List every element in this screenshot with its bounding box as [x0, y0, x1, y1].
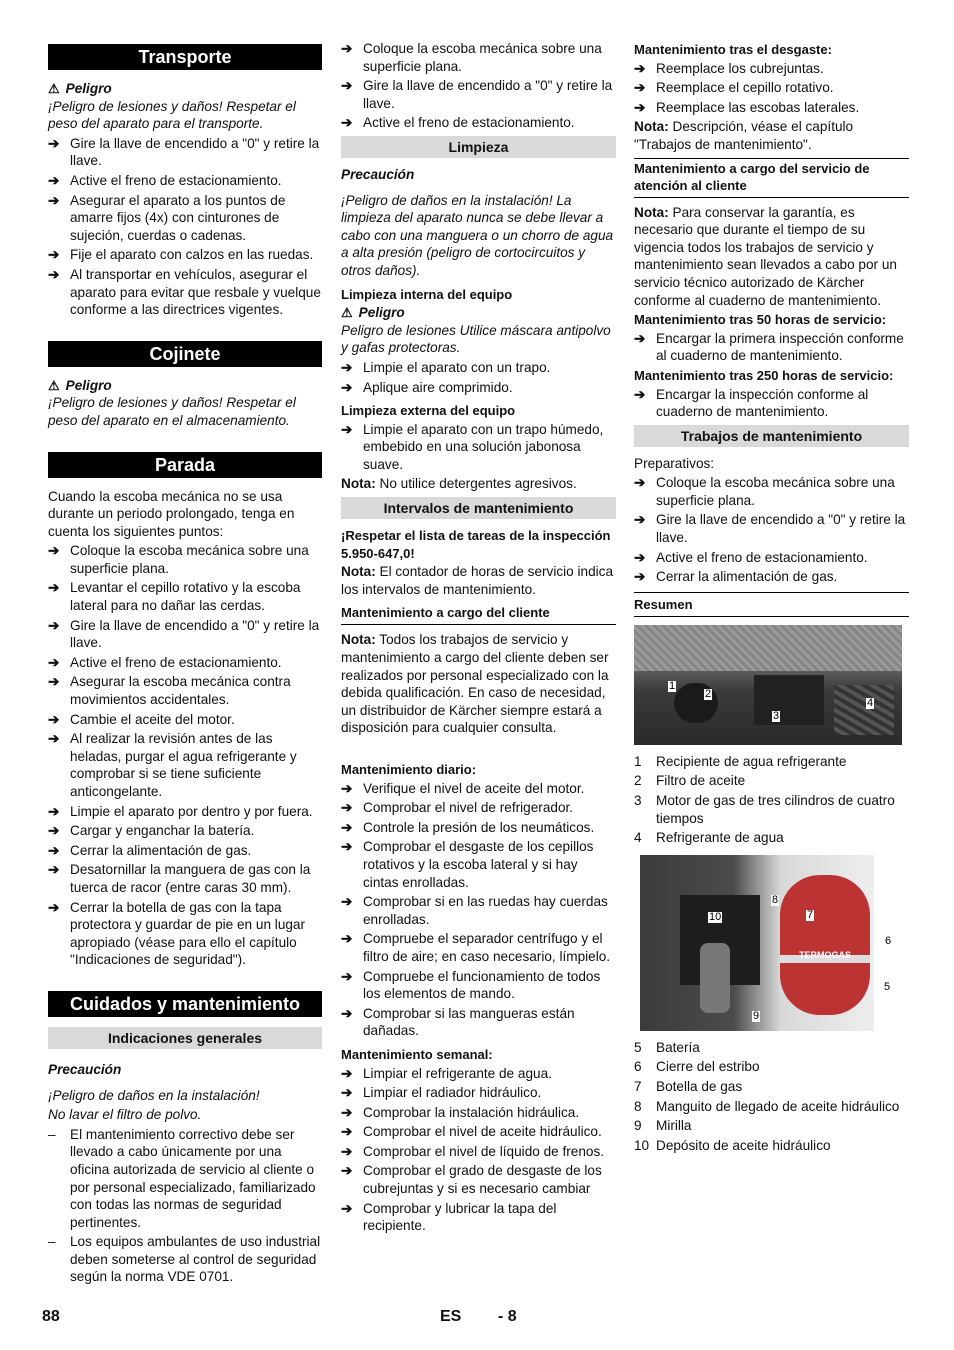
note: Nota: Todos los trabajos de servicio y mantenimiento a cargo del cliente deben ser realizados por personal especializado con la debida qualificación. En caso de necesidad, un distribuidor de Kärcher siempre estará a disposición para cualquier consulta. [341, 632, 609, 736]
subsection-title: Trabajos de mantenimiento [634, 425, 909, 447]
callout-1: 1 [669, 679, 676, 692]
step-text: Comprobar y lubricar la tapa del recipiente. [363, 1200, 557, 1234]
caution-heading: Precaución [341, 166, 415, 182]
legend-text: Filtro de aceite [656, 773, 746, 789]
legend-number: 9 [634, 1118, 642, 1134]
arrow-right-icon: ➔ [48, 192, 60, 208]
callout-4: 4 [867, 696, 874, 709]
heading: Mantenimiento a cargo del cliente [341, 604, 616, 625]
dash-item [48, 1126, 322, 1232]
step-text: Coloque la escoba mecánica sobre una superficie plana. [363, 41, 602, 74]
step-item [341, 379, 616, 397]
step-text: Cerrar la alimentación de gas. [656, 569, 838, 585]
step-text: Verifique el nivel de aceite del motor. [363, 780, 585, 796]
legend-text: Depósito de aceite hidráulico [656, 1137, 831, 1153]
legend-item [634, 753, 909, 771]
step-item [634, 386, 909, 421]
arrow-right-icon: ➔ [634, 386, 646, 402]
step-text: Comprobar el nivel de líquido de frenos. [363, 1143, 605, 1159]
step-text: Encargar la inspección conforme al cuaderno de mantenimiento. [656, 386, 869, 420]
arrow-right-icon: ➔ [341, 839, 353, 855]
warning-heading: ⚠ Peligro [341, 305, 405, 321]
step-item [48, 711, 322, 729]
callout-8: 8 [772, 893, 779, 906]
legend-list [634, 753, 909, 847]
step-item [634, 568, 909, 586]
arrow-right-icon: ➔ [48, 135, 60, 151]
step-text: Cambie el aceite del motor. [70, 711, 235, 727]
step-item [48, 266, 322, 319]
arrow-right-icon: ➔ [341, 41, 353, 56]
legend-number: 3 [634, 793, 642, 809]
warning-triangle-icon: ⚠ [48, 377, 60, 393]
warning-triangle-icon: ⚠ [341, 305, 353, 321]
step-item [48, 617, 322, 652]
callout-2: 2 [705, 687, 712, 700]
legend-number: 7 [634, 1079, 642, 1094]
legend-number: 8 [634, 1098, 642, 1114]
legend-text: Refrigerante de agua [656, 830, 784, 846]
step-item [634, 79, 909, 97]
step-item [634, 99, 909, 117]
step-list [341, 780, 616, 1040]
step-text: Gire la llave de encendido a "0" y retire la llave. [70, 617, 320, 651]
step-item [341, 421, 616, 474]
page-number: 88 [42, 1308, 60, 1325]
arrow-right-icon: ➔ [341, 1124, 353, 1140]
step-item [634, 511, 909, 546]
step-item [48, 842, 322, 860]
legend-item [634, 1039, 909, 1057]
gas-bottle-photo-frame [634, 855, 909, 1031]
arrow-right-icon: ➔ [48, 543, 60, 559]
note: Nota: No utilice detergentes agresivos. [341, 476, 577, 492]
arrow-right-icon: ➔ [341, 1005, 353, 1021]
step-item [341, 799, 616, 817]
warning-text: ¡Peligro de lesiones y daños! Respetar el peso del aparato para el transporte. [48, 98, 296, 132]
step-text: Limpie el aparato con un trapo húmedo, embebido en una solución jabonosa suave. [363, 421, 604, 472]
step-item [341, 893, 616, 928]
callout-7: 7 [807, 908, 814, 921]
step-list [634, 386, 909, 421]
legend-text: Cierre del estribo [656, 1059, 760, 1075]
step-item [48, 654, 322, 672]
heading: Mantenimiento tras 50 horas de servicio: [634, 312, 887, 328]
arrow-right-icon: ➔ [48, 654, 60, 670]
arrow-right-icon: ➔ [48, 842, 60, 858]
warning-heading: ⚠ Peligro [48, 377, 112, 393]
step-item [48, 899, 322, 969]
arrow-right-icon: ➔ [634, 80, 646, 96]
warning-heading: ⚠ Peligro [48, 81, 112, 96]
column-right [634, 40, 909, 1156]
arrow-right-icon: ➔ [341, 894, 353, 910]
callout-10: 10 [709, 910, 722, 923]
step-text: Compruebe el funcionamiento de todos los elementos de mando. [363, 968, 601, 1002]
arrow-right-icon: ➔ [341, 931, 353, 947]
step-list [341, 1065, 616, 1235]
arrow-right-icon: ➔ [48, 899, 60, 915]
step-list [341, 359, 616, 396]
arrow-right-icon: ➔ [341, 379, 353, 395]
arrow-right-icon: ➔ [341, 780, 353, 796]
caution-text: ¡Peligro de daños en la instalación! [48, 1087, 260, 1103]
legend-item [634, 1117, 909, 1135]
step-text: Fije el aparato con calzos en las ruedas. [70, 247, 314, 263]
column-middle [341, 40, 616, 1237]
dash-bullet: – [48, 1126, 56, 1142]
legend-list [634, 1039, 909, 1155]
step-text: Encargar la primera inspección conforme al cuaderno de mantenimiento. [656, 330, 904, 364]
bold-notice: ¡Respetar el lista de tareas de la inspección 5.950-647,0! [341, 528, 611, 561]
arrow-right-icon: ➔ [341, 1085, 353, 1101]
step-text: Comprobar la instalación hidráulica. [363, 1104, 580, 1120]
step-text: Al realizar la revisión antes de las heladas, purgar el agua refrigerante y comprobar si se tiene suficiente anticongelante. [70, 731, 297, 799]
arrow-right-icon: ➔ [341, 1104, 353, 1120]
step-item [341, 1065, 616, 1083]
warning-triangle-icon: ⚠ [48, 81, 60, 96]
arrow-right-icon: ➔ [634, 330, 646, 346]
step-item [341, 40, 616, 75]
step-item [341, 359, 616, 377]
step-text: Comprobar el desgaste de los cepillos rotativos y la escoba lateral y si hay cintas enrolladas. [363, 839, 594, 890]
step-item [48, 246, 322, 264]
step-item [341, 838, 616, 891]
arrow-right-icon: ➔ [341, 1163, 353, 1179]
arrow-right-icon: ➔ [341, 819, 353, 835]
legend-number: 1 [634, 753, 642, 769]
arrow-right-icon: ➔ [341, 78, 353, 94]
note: Nota: El contador de horas de servicio indica los intervalos de mantenimiento. [341, 564, 614, 597]
legend-number: 10 [634, 1137, 650, 1153]
legend-item [634, 792, 909, 827]
step-text: Reemplace el cepillo rotativo. [656, 80, 834, 96]
caution-heading: Precaución [48, 1061, 122, 1077]
step-item [634, 474, 909, 509]
legend-text: Recipiente de agua refrigerante [656, 753, 847, 769]
arrow-right-icon: ➔ [634, 512, 646, 528]
callout-9: 9 [753, 1009, 760, 1022]
caution-text: ¡Peligro de daños en la instalación! La limpieza del aparato nunca se debe llevar a cabo con una manguera o un chorro de agua a alta presión (peligro de cortocircuitos y otros daños). [341, 192, 614, 278]
callout-5: 5 [884, 980, 891, 993]
step-item [48, 730, 322, 800]
engine-photo [634, 625, 902, 745]
step-text: Comprobar si en las ruedas hay cuerdas enrolladas. [363, 894, 608, 927]
dash-bullet: – [48, 1234, 56, 1250]
step-text: Reemplace las escobas laterales. [656, 99, 860, 115]
dash-list [48, 1126, 322, 1286]
section-title-transporte: Transporte [48, 44, 322, 70]
heading: Mantenimiento diario: [341, 762, 477, 777]
heading: Mantenimiento tras el desgaste: [634, 42, 832, 57]
arrow-right-icon: ➔ [341, 359, 353, 375]
step-item [341, 1123, 616, 1141]
paragraph: Preparativos: [634, 455, 715, 471]
step-item [48, 803, 322, 821]
arrow-right-icon: ➔ [48, 803, 60, 819]
legend-text: Botella de gas [656, 1079, 743, 1094]
step-item [341, 1162, 616, 1197]
arrow-right-icon: ➔ [48, 617, 60, 633]
step-item [634, 330, 909, 365]
paragraph: Cuando la escoba mecánica no se usa durante un periodo prolongado, tenga en cuenta los siguientes puntos: [48, 488, 295, 539]
step-item [341, 77, 616, 112]
step-text: Gire la llave de encendido a "0" y retire la llave. [70, 135, 320, 169]
step-text: Gire la llave de encendido a "0" y retire la llave. [656, 512, 906, 546]
step-item [341, 1005, 616, 1040]
step-text: Active el freno de estacionamiento. [70, 172, 282, 188]
step-item [48, 861, 322, 896]
arrow-right-icon: ➔ [634, 569, 646, 585]
legend-item [634, 1098, 909, 1116]
section-title-parada: Parada [48, 452, 322, 478]
callout-3: 3 [773, 709, 780, 722]
step-text: Comprobar si las mangueras están dañadas. [363, 1005, 575, 1039]
step-item [341, 114, 616, 132]
legend-text: Motor de gas de tres cilindros de cuatro tiempos [656, 793, 895, 826]
step-text: El mantenimiento correctivo debe ser llevado a cabo únicamente por una oficina autorizada de servicio al cliente o por personal especializado, familiarizado con todas las normas de seguridad pertinentes. [70, 1126, 316, 1230]
step-text: Limpie el aparato por dentro y por fuera. [70, 803, 313, 819]
arrow-right-icon: ➔ [341, 968, 353, 984]
heading: Mantenimiento tras 250 horas de servicio: [634, 367, 894, 383]
arrow-right-icon: ➔ [341, 1143, 353, 1159]
step-list [341, 421, 616, 474]
step-text: Comprobar el nivel de refrigerador. [363, 800, 574, 816]
step-text: Coloque la escoba mecánica sobre una superficie plana. [656, 475, 895, 508]
step-text: Compruebe el separador centrífugo y el filtro de aire; en caso necesario, límpielo. [363, 931, 611, 964]
step-item [634, 60, 909, 78]
step-list [634, 60, 909, 117]
arrow-right-icon: ➔ [341, 421, 353, 437]
step-text: Comprobar el nivel de aceite hidráulico. [363, 1124, 602, 1140]
step-item [48, 673, 322, 708]
warning-text: ¡Peligro de lesiones y daños! Respetar el peso del aparato en el almacenamiento. [48, 395, 296, 428]
step-text: Al transportar en vehículos, asegurar el aparato para evitar que resbale y vuelque conforme a las directrices vigentes. [70, 266, 321, 318]
legend-number: 5 [634, 1039, 642, 1055]
dash-item [48, 1233, 322, 1286]
arrow-right-icon: ➔ [48, 711, 60, 727]
step-list [48, 542, 322, 969]
step-list [634, 330, 909, 365]
step-text: Los equipos ambulantes de uso industrial deben someterse al control de seguridad según la norma VDE 0701. [70, 1234, 321, 1285]
step-text: Cargar y enganchar la batería. [70, 823, 255, 839]
legend-item [634, 772, 909, 790]
step-item [634, 549, 909, 567]
arrow-right-icon: ➔ [48, 266, 60, 282]
legend-item [634, 829, 909, 847]
legend-number: 6 [634, 1059, 642, 1075]
step-list [341, 40, 616, 132]
step-text: Limpiar el refrigerante de agua. [363, 1065, 552, 1081]
column-left [48, 40, 322, 1288]
note: Nota: Descripción, véase el capítulo "Trabajos de mantenimiento". [634, 119, 854, 152]
step-item [48, 135, 322, 170]
heading: Limpieza interna del equipo [341, 286, 513, 302]
arrow-right-icon: ➔ [48, 731, 60, 747]
caution-text: No lavar el filtro de polvo. [48, 1107, 202, 1123]
section-page: - 8 [498, 1308, 517, 1325]
callout-6: 6 [885, 934, 892, 947]
arrow-right-icon: ➔ [634, 99, 646, 115]
arrow-right-icon: ➔ [341, 1065, 353, 1081]
arrow-right-icon: ➔ [341, 115, 353, 131]
arrow-right-icon: ➔ [634, 475, 646, 491]
step-item [341, 780, 616, 798]
note: Nota: Para conservar la garantía, es necesario que durante el tiempo de su vigencia todos los trabajos de servicio y mantenimiento sean llevados a cabo por un servicio técnico autorizado de Kärcher conforme al cuaderno de mantenimiento. [634, 204, 897, 308]
step-text: Coloque la escoba mecánica sobre una superficie plana. [70, 543, 309, 576]
arrow-right-icon: ➔ [48, 580, 60, 596]
legend-number: 4 [634, 830, 642, 846]
step-item [48, 542, 322, 577]
step-text: Asegurar el aparato a los puntos de amarre fijos (4x) con cinturones de sujeción, cuerdas o cadenas. [70, 192, 286, 243]
step-text: Comprobar el grado de desgaste de los cubrejuntas y si es necesario cambiar [363, 1163, 602, 1197]
arrow-right-icon: ➔ [48, 823, 60, 839]
arrow-right-icon: ➔ [48, 247, 60, 263]
step-item [341, 819, 616, 837]
step-text: Levantar el cepillo rotativo y la escoba lateral para no dañar las cerdas. [70, 580, 301, 614]
arrow-right-icon: ➔ [341, 1200, 353, 1216]
section-title-cojinete: Cojinete [48, 341, 322, 367]
arrow-right-icon: ➔ [634, 60, 646, 76]
subsection-title: Indicaciones generales [48, 1027, 322, 1049]
legend-item [634, 1078, 909, 1096]
step-text: Aplique aire comprimido. [363, 379, 513, 395]
step-item [341, 1200, 616, 1235]
legend-text: Batería [656, 1039, 700, 1055]
step-text: Gire la llave de encendido a "0" y retire la llave. [363, 78, 613, 111]
step-text: Limpie el aparato con un trapo. [363, 359, 551, 375]
step-text: Active el freno de estacionamiento. [70, 654, 282, 670]
legend-item [634, 1137, 909, 1155]
step-item [341, 1104, 616, 1122]
legend-item [634, 1058, 909, 1076]
arrow-right-icon: ➔ [634, 549, 646, 565]
step-list [634, 474, 909, 586]
step-list [48, 135, 322, 319]
heading: Resumen [634, 592, 909, 617]
step-text: Controle la presión de los neumáticos. [363, 819, 595, 835]
step-item [48, 579, 322, 614]
step-text: Desatornillar la manguera de gas con la tuerca de racor (entre caras 30 mm). [70, 862, 311, 895]
language-code: ES [440, 1308, 462, 1325]
heading: Mantenimiento semanal: [341, 1046, 493, 1062]
subsection-title: Intervalos de mantenimiento [341, 497, 616, 519]
section-title-cuidados: Cuidados y mantenimiento [48, 991, 322, 1017]
subsection-title: Limpieza [341, 136, 616, 158]
step-item [48, 172, 322, 190]
bottle-brand: TERMOGAS [798, 949, 851, 960]
step-text: Active el freno de estacionamiento. [656, 549, 868, 565]
legend-text: Manguito de llegado de aceite hidráulico [656, 1098, 900, 1114]
heading: Mantenimiento a cargo del servicio de atención al cliente [634, 158, 909, 198]
legend-text: Mirilla [656, 1118, 692, 1134]
step-item [341, 968, 616, 1003]
warning-text: Peligro de lesiones Utilice máscara antipolvo y gafas protectoras. [341, 322, 611, 356]
heading: Limpieza externa del equipo [341, 403, 516, 419]
step-text: Cerrar la alimentación de gas. [70, 842, 252, 858]
step-text: Reemplace los cubrejuntas. [656, 60, 824, 76]
arrow-right-icon: ➔ [48, 862, 60, 878]
step-item [48, 192, 322, 245]
step-text: Cerrar la botella de gas con la tapa protectora y guardar de pie en un lugar apropiado (véase para ello el capítulo "Indicaciones de seguridad"). [70, 899, 306, 968]
legend-number: 2 [634, 773, 642, 789]
step-text: Asegurar la escoba mecánica contra movimientos accidentales. [70, 674, 291, 708]
gas-bottle-photo [640, 855, 874, 1031]
step-item [48, 822, 322, 840]
step-item [341, 930, 616, 965]
arrow-right-icon: ➔ [341, 800, 353, 816]
arrow-right-icon: ➔ [48, 172, 60, 188]
arrow-right-icon: ➔ [48, 674, 60, 690]
step-text: Active el freno de estacionamiento. [363, 115, 575, 131]
step-item [341, 1084, 616, 1102]
step-text: Limpiar el radiador hidráulico. [363, 1085, 542, 1101]
step-item [341, 1143, 616, 1161]
